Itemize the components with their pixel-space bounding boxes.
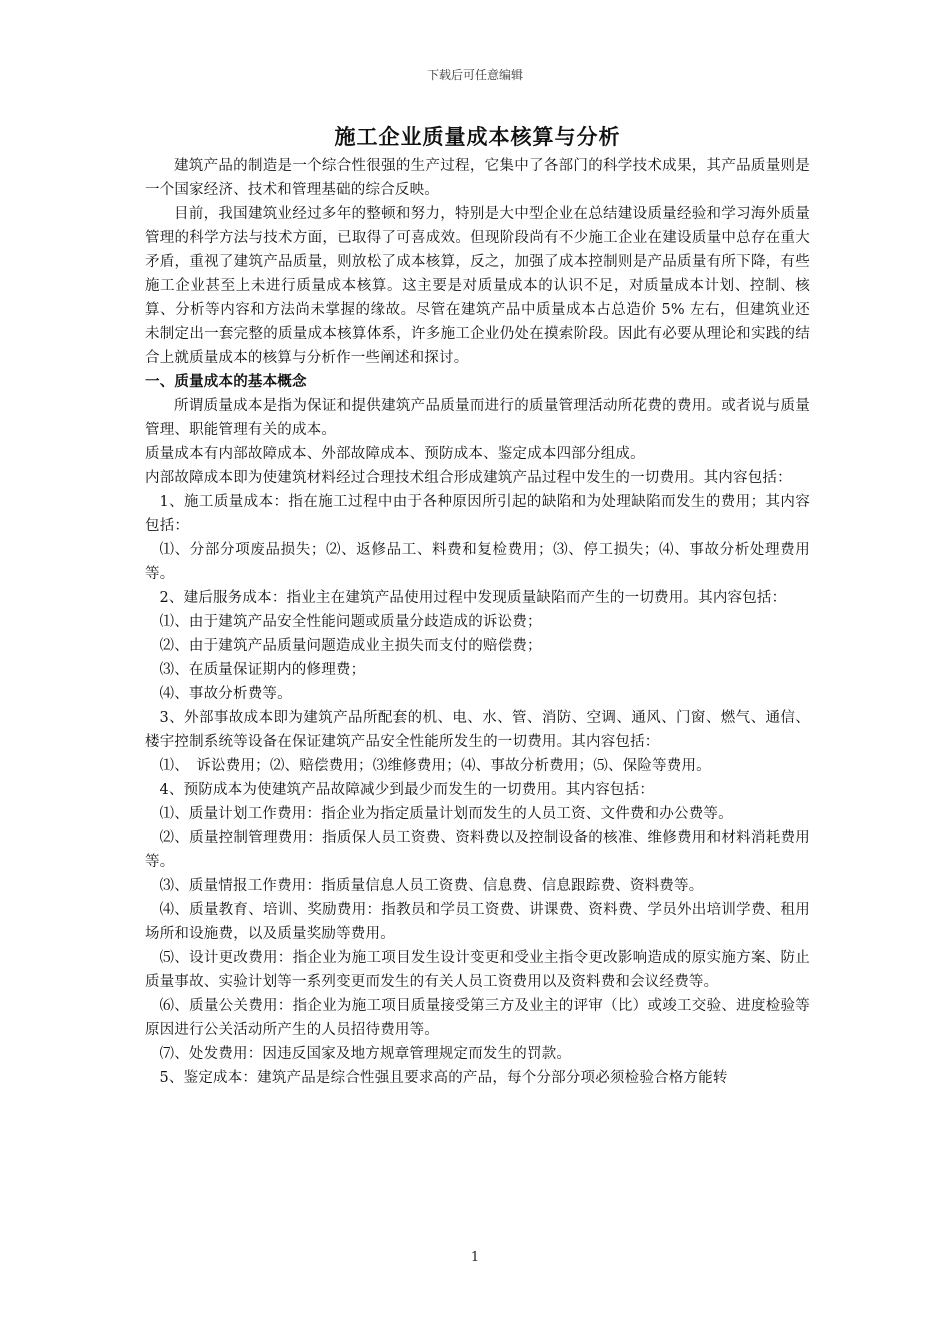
- list-subitem: ⑸、设计更改费用：指企业为施工项目发生设计变更和受业主指令更改影响造成的原实施方案、防止质量事故、实验计划等一系列变更而发生的有关人员工资费用以及资料费和会议经费等。: [145, 950, 810, 990]
- list-subitem: ⑺、处发费用：因违反国家及地方规章管理规定而发生的罚款。: [159, 1046, 572, 1062]
- paragraph: 内部故障成本即为使建筑材料经过合理技术组合形成建筑产品过程中发生的一切费用。其内容包括：: [145, 470, 792, 486]
- list-item: 2、建后服务成本：指业主在建筑产品使用过程中发现质量缺陷而产生的一切费用。其内容包括：: [159, 590, 787, 606]
- page-number: 1: [470, 1250, 480, 1265]
- page-header-note: 下载后可任意编辑: [426, 68, 523, 82]
- paragraph: 目前，我国建筑业经过多年的整顿和努力，特别是大中型企业在总结建设质量经验和学习海外质量管理的科学方法与技术方面，已取得了可喜成效。但现阶段尚有不少施工企业在建设质量中总存在重大矛盾，重视了建筑产品质量，则放松了成本核算，反之，加强了成本控制则是产品质量有所下降，有些施工企业甚至上未进行质量成本核算。这主要是对质量成本的认识不足，对质量成本计划、控制、核算、分析等内容和方法尚未掌握的缘故。尽管在建筑产品中质量成本占总造价 5% 左右，但建筑业还未制定出一套完整的质量成本核算体系，许多施工企业仍处在摸索阶段。因此有必要从理论和实践的结合上就质量成本的核算与分析作一些阐述和探讨。: [145, 206, 810, 366]
- list-item: 4、预防成本为使建筑产品故障减少到最少而发生的一切费用。其内容包括：: [159, 782, 655, 798]
- list-subitem: ⑶、质量情报工作费用：指质量信息人员工资费、信息费、信息跟踪费、资料费等。: [159, 878, 704, 894]
- list-item: 3、外部事故成本即为建筑产品所配套的机、电、水、管、消防、空调、通风、门窗、燃气、通信、楼宇控制系统等设备在保证建筑产品安全性能所发生的一切费用。其内容包括：: [145, 710, 810, 750]
- list-subitem: ⑵、由于建筑产品质量问题造成业主损失而支付的赔偿费；: [159, 638, 542, 654]
- list-subitem: ⑵、质量控制管理费用：指质保人员工资费、资料费以及控制设备的核准、维修费用和材料消耗费用等。: [145, 830, 810, 870]
- section-heading: 一、质量成本的基本概念: [145, 373, 307, 390]
- list-subitem: ⑷、质量教育、培训、奖励费用：指教员和学员工资费、讲课费、资料费、学员外出培训学费、租用场所和设施费，以及质量奖励等费用。: [145, 902, 810, 942]
- list-subitem: ⑴、由于建筑产品安全性能问题或质量分歧造成的诉讼费；: [159, 614, 542, 630]
- list-subitem: ⑴、 诉讼费用；⑵、赔偿费用；⑶维修费用；⑷、事故分析费用；⑸、保险等费用。: [159, 758, 711, 774]
- list-subitem: ⑴、质量计划工作费用：指企业为指定质量计划而发生的人员工资、文件费和办公费等。: [159, 806, 733, 822]
- paragraph: 质量成本有内部故障成本、外部故障成本、预防成本、鉴定成本四部分组成。: [145, 446, 645, 462]
- list-subitem: ⑷、事故分析费等。: [159, 686, 292, 702]
- list-item: 1、施工质量成本：指在施工过程中由于各种原因所引起的缺陷和为处理缺陷而发生的费用；其内容包括：: [145, 494, 810, 534]
- list-subitem: ⑴、分部分项废品损失；⑵、返修品工、料费和复检费用；⑶、停工损失；⑷、事故分析处理费用等。: [145, 542, 810, 582]
- document-body: [145, 120, 810, 1090]
- list-item: 5、鉴定成本：建筑产品是综合性强且要求高的产品，每个分部分项必须检验合格方能转: [159, 1070, 728, 1086]
- document-title: 施工企业质量成本核算与分析: [334, 124, 621, 149]
- paragraph: 所谓质量成本是指为保证和提供建筑产品质量而进行的质量管理活动所花费的费用。或者说与质量管理、职能管理有关的成本。: [145, 398, 810, 438]
- list-subitem: ⑹、质量公关费用：指企业为施工项目质量接受第三方及业主的评审（比）或竣工交验、进度检验等原因进行公关活动所产生的人员招待费用等。: [145, 998, 810, 1038]
- list-subitem: ⑶、在质量保证期内的修理费；: [159, 662, 366, 678]
- paragraph: 建筑产品的制造是一个综合性很强的生产过程，它集中了各部门的科学技术成果，其产品质量则是一个国家经济、技术和管理基础的综合反映。: [145, 158, 810, 198]
